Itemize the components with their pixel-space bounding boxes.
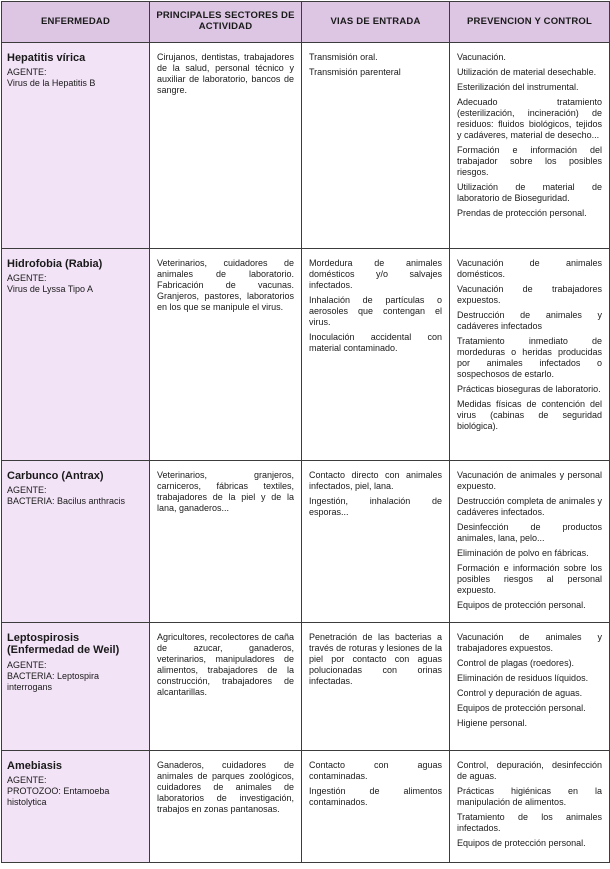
routes-cell [302, 249, 450, 461]
disease-agent: AGENTE: Virus de Lyssa Tipo A [7, 273, 94, 295]
disease-name: Hepatitis vírica [7, 52, 86, 64]
routes-cell [302, 623, 450, 751]
prevention-item: Destrucción de animales y cadáveres infectados [457, 309, 602, 331]
header-sectores: PRINCIPALES SECTORES DE ACTIVIDAD [150, 2, 302, 43]
sectors-text: Veterinarios, cuidadores de animales de laboratorio. Fabricación de vacunas. Granjeros, pastores, laboratorios en los que se manipule el virus. [157, 258, 294, 312]
prevention-item: Eliminación de polvo en fábricas. [457, 547, 589, 558]
prevention-item: Equipos de protección personal. [457, 702, 586, 713]
route-item: Inhalación de partículas o aerosoles que contengan el virus. [309, 294, 442, 327]
routes-cell [302, 461, 450, 623]
route-item: Contacto directo con animales infectados, piel, lana. [309, 470, 442, 491]
header-vias: VIAS DE ENTRADA [302, 2, 450, 43]
prevention-item: Equipos de protección personal. [457, 837, 586, 848]
disease-name: Leptospirosis (Enfermedad de Weil) [7, 632, 120, 657]
header-prevencion: PREVENCION Y CONTROL [450, 2, 610, 43]
route-item: Ingestión de alimentos contaminados. [309, 785, 442, 807]
disease-agent: AGENTE: Virus de la Hepatitis B [7, 67, 96, 89]
sectors-text: Cirujanos, dentistas, trabajadores de la salud, personal técnico y auxiliar de laboratorio, bancos de sangre. [157, 52, 294, 95]
prevention-item: Control de plagas (roedores). [457, 657, 575, 668]
prevention-item: Formación e información del trabajador sobre los posibles riesgos. [457, 144, 602, 177]
disease-cell [2, 751, 150, 863]
sectors-cell [150, 623, 302, 751]
sectors-text: Veterinarios, granjeros, carniceros, fábricas textiles, trabajadores de la piel y de la lana, ganaderos... [157, 470, 294, 513]
route-item: Ingestión, inhalación de esporas... [309, 495, 442, 517]
route-item: Mordedura de animales domésticos y/o salvajes infectados. [309, 258, 442, 290]
route-item: Transmisión oral. [309, 52, 378, 62]
sectors-cell [150, 461, 302, 623]
prevention-item: Utilización de material desechable. [457, 66, 597, 77]
prevention-item: Utilización de material de laboratorio de Bioseguridad. [457, 181, 602, 203]
header-enfermedad: ENFERMEDAD [2, 2, 150, 43]
prevention-cell [450, 249, 610, 461]
prevention-item: Adecuado tratamiento (esterilización, incineración) de residuos: fluidos biológicos, tejidos y cadáveres, material de desecho... [457, 96, 602, 140]
route-item: Contacto con aguas contaminadas. [309, 760, 442, 781]
prevention-item: Vacunación de animales y personal expuesto. [457, 470, 602, 491]
prevention-item: Destrucción completa de animales y cadáveres infectados. [457, 495, 602, 517]
disease-agent: AGENTE: BACTERIA: Leptospira interrogans [7, 659, 100, 692]
prevention-cell [450, 461, 610, 623]
sectors-cell [150, 751, 302, 863]
prevention-item: Control, depuración, desinfección de aguas. [457, 760, 602, 781]
disease-name: Hidrofobia (Rabia) [7, 258, 103, 270]
disease-cell [2, 623, 150, 751]
prevention-cell [450, 623, 610, 751]
prevention-item: Tratamiento de los animales infectados. [457, 811, 602, 833]
sectors-cell [150, 249, 302, 461]
prevention-item: Formación e información sobre los posibles riesgos al personal expuesto. [457, 562, 602, 595]
route-item: Inoculación accidental con material contaminado. [309, 331, 442, 353]
sectors-cell [150, 43, 302, 249]
prevention-item: Prendas de protección personal. [457, 207, 587, 218]
prevention-item: Vacunación. [457, 52, 506, 62]
table-row [2, 751, 610, 863]
sectors-text: Ganaderos, cuidadores de animales de parques zoológicos, cuidadores de animales de laboratorios de investigación, trabajos en zonas pantanosas. [157, 760, 294, 814]
route-item: Penetración de las bacterias a través de roturas y lesiones de la piel por contacto con aguas polucionadas con orinas infectadas. [309, 632, 442, 686]
routes-cell [302, 43, 450, 249]
disease-agent: AGENTE: PROTOZOO: Entamoeba histolytica [7, 775, 110, 808]
disease-cell [2, 43, 150, 249]
prevention-item: Medidas físicas de contención del virus (cabinas de seguridad biológica). [457, 398, 602, 431]
prevention-item: Vacunación de animales domésticos. [457, 258, 602, 279]
table-row [2, 43, 610, 249]
header-row [2, 2, 610, 43]
table-row [2, 461, 610, 623]
prevention-item: Desinfección de productos animales, lana, pelo... [457, 521, 602, 543]
prevention-item: Vacunación de trabajadores expuestos. [457, 283, 602, 305]
prevention-item: Eliminación de residuos líquidos. [457, 672, 589, 683]
disease-cell [2, 461, 150, 623]
route-item: Transmisión parenteral [309, 66, 401, 77]
disease-table [1, 1, 610, 863]
prevention-item: Prácticas higiénicas en la manipulación de alimentos. [457, 785, 602, 807]
disease-cell [2, 249, 150, 461]
prevention-item: Tratamiento inmediato de mordeduras o heridas producidas por animales infectados o sospechosos de estarlo. [457, 335, 602, 379]
disease-agent: AGENTE: BACTERIA: Bacilus anthracis [7, 485, 126, 507]
routes-cell [302, 751, 450, 863]
prevention-cell [450, 751, 610, 863]
sectors-text: Agricultores, recolectores de caña de azucar, ganaderos, veterinarios, manipuladores de alimentos, trabajadores de la construcción, trabajadores de alcantarillas. [157, 632, 294, 697]
disease-name: Amebiasis [7, 760, 63, 772]
disease-name: Carbunco (Antrax) [7, 470, 104, 482]
prevention-item: Higiene personal. [457, 717, 528, 728]
table-row [2, 623, 610, 751]
prevention-cell [450, 43, 610, 249]
prevention-item: Equipos de protección personal. [457, 599, 586, 610]
table-row [2, 249, 610, 461]
prevention-item: Esterilización del instrumental. [457, 81, 579, 92]
prevention-item: Control y depuración de aguas. [457, 687, 583, 698]
prevention-item: Prácticas bioseguras de laboratorio. [457, 383, 601, 394]
prevention-item: Vacunación de animales y trabajadores expuestos. [457, 632, 602, 653]
